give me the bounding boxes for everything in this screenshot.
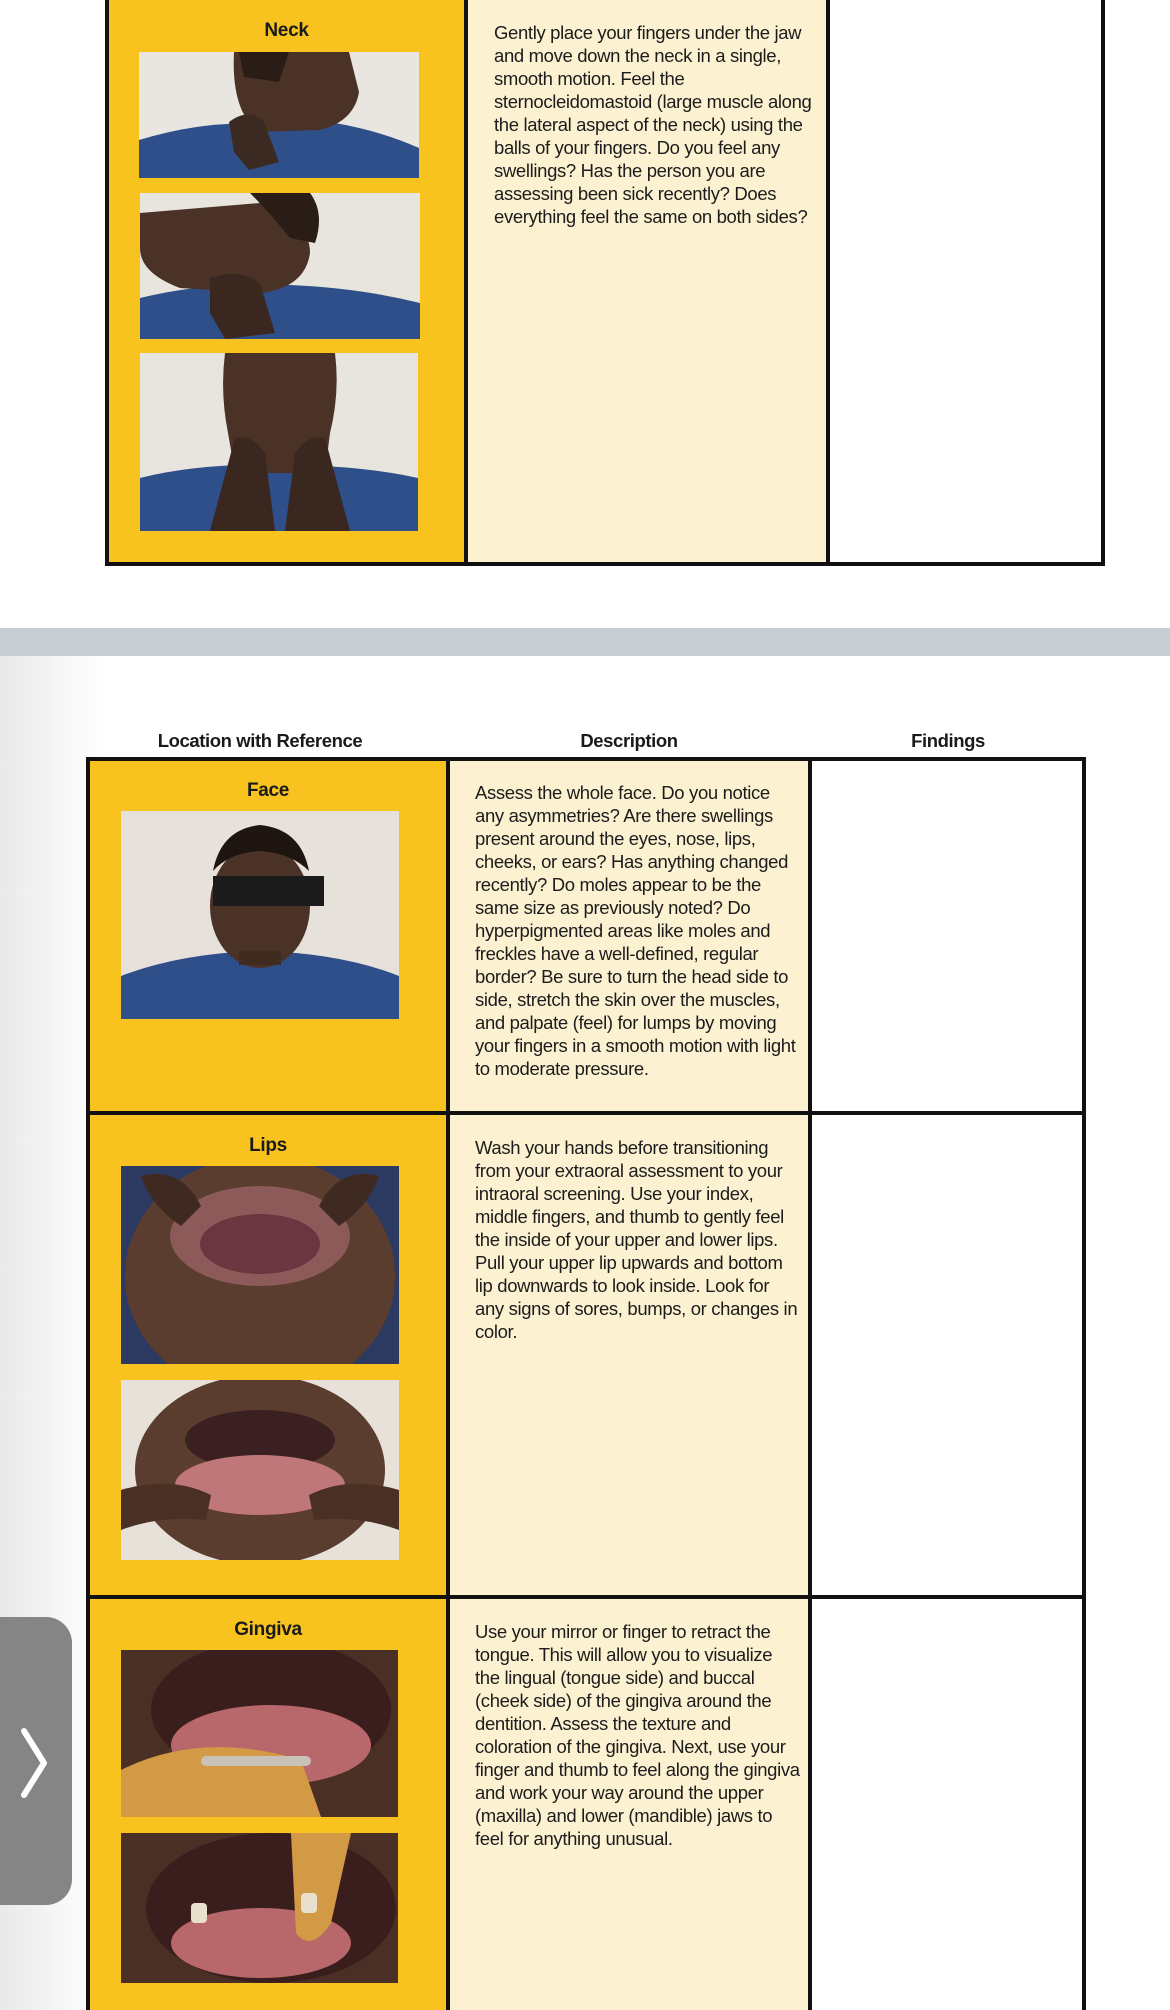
- neck-photo-1: [139, 52, 419, 178]
- face-description: Assess the whole face. Do you notice any asymmetries? Are there swellings present around the eyes, nose, lips, cheeks, or ears? Has anything changed recently? Do moles appear to be the same size as previously noted? Do hyperpigmented areas like moles and freckles have a well-defined, regular border? Be sure to turn the head side to side, stretch the skin over the muscles, and palpate (feel) for lumps by moving your fingers in a smooth motion with light to moderate pressure.: [475, 782, 796, 1079]
- gingiva-photo-2: [121, 1833, 398, 1983]
- neck-border-bottom: [105, 562, 1105, 566]
- chevron-right-icon: [20, 1727, 48, 1799]
- location-column-header: Location with Reference: [157, 730, 363, 751]
- lips-title: Lips: [249, 1135, 287, 1156]
- lips-photo-2: [121, 1380, 399, 1560]
- gingiva-findings-cell: [810, 1597, 1084, 2010]
- findings-column-header: Findings: [911, 730, 985, 751]
- neck-findings-cell: [828, 0, 1102, 562]
- row-divider-lips-gingiva: [86, 1595, 1086, 1599]
- gingiva-photo-1: [121, 1650, 398, 1817]
- lips-findings-cell: [810, 1113, 1084, 1597]
- table-border-mid1: [446, 757, 450, 2010]
- table-border-right: [1082, 757, 1086, 2010]
- lips-photo-1: [121, 1166, 399, 1364]
- neck-title: Neck: [264, 20, 309, 41]
- table-border-top: [86, 757, 1086, 761]
- neck-description: Gently place your fingers under the jaw and move down the neck in a single, smooth motion. Feel the sternocleidomastoid (large muscle along the lateral aspect of the neck) using the balls of your fingers. Do you feel any swellings? Has the person you are assessing been sick recently? Does everything feel the same on both sides?: [494, 22, 812, 227]
- description-column-header: Description: [580, 730, 678, 751]
- gingiva-title: Gingiva: [234, 1619, 302, 1640]
- face-photo: [121, 811, 399, 1019]
- table-border-mid2: [808, 757, 812, 2010]
- lips-description: Wash your hands before transitioning from your extraoral assessment to your intraoral screening. Use your index, middle fingers, and thumb to gently feel the inside of your upper and lower lips. Pull your upper lip upwards and bottom lip downwards to look inside. Look for any signs of sores, bumps, or changes in color.: [475, 1137, 798, 1342]
- gingiva-description: Use your mirror or finger to retract the tongue. This will allow you to visualize the lingual (tongue side) and buccal (cheek side) of the gingiva around the dentition. Assess the texture and coloration of the gingiva. Next, use your finger and thumb to feel along the gingiva and work your way around the upper (maxilla) and lower (mandible) jaws to feel for anything unusual.: [475, 1621, 800, 1849]
- row-divider-face-lips: [86, 1111, 1086, 1115]
- neck-border-mid2: [826, 0, 830, 566]
- neck-border-right: [1101, 0, 1105, 566]
- neck-border-left: [105, 0, 109, 566]
- neck-photo-3: [140, 353, 418, 531]
- neck-photo-2: [140, 193, 420, 339]
- page-separator: [0, 628, 1170, 656]
- table-border-left: [86, 757, 90, 2010]
- face-title: Face: [246, 780, 290, 801]
- neck-border-mid1: [464, 0, 468, 566]
- side-navigation-tab[interactable]: [0, 1617, 72, 1905]
- face-redaction-bar: [213, 876, 324, 906]
- face-findings-cell: [810, 759, 1084, 1113]
